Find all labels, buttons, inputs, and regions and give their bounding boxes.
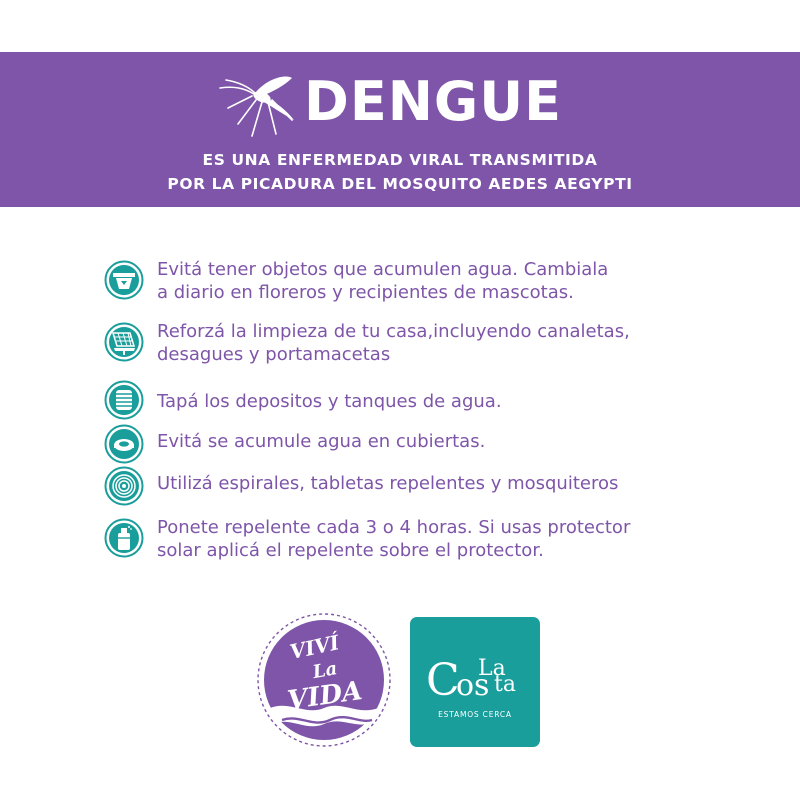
costa-la: La — [478, 656, 506, 681]
page-title: DENGUE — [304, 70, 562, 133]
tip-text: Evitá tener objetos que acumulen agua. Cambiala a diario en floreros y recipientes de mascotas. — [157, 259, 609, 303]
roof-gutter-icon — [104, 322, 144, 362]
vivi-logo-line-1: VIVÍ — [287, 630, 342, 665]
tire-icon — [104, 424, 144, 464]
flower-vase-icon — [104, 260, 144, 300]
subtitle-line-1: ES UNA ENFERMEDAD VIRAL TRANSMITIDA — [202, 151, 598, 169]
header-banner — [0, 52, 800, 207]
costa-big-c: C — [426, 655, 460, 706]
tip-text: Utilizá espirales, tabletas repelentes y mosquiteros — [157, 473, 619, 494]
tip-text: Reforzá la limpieza de tu casa,incluyendo canaletas, desagues y portamacetas — [157, 321, 630, 365]
tip-text: Tapá los depositos y tanques de agua. — [157, 391, 502, 412]
spiral-coil-icon — [104, 466, 144, 506]
costa-tagline: ESTAMOS CERCA — [438, 710, 512, 719]
la-costa-wordmark — [410, 617, 540, 747]
la-costa-logo — [410, 617, 540, 747]
costa-ta: ta — [494, 672, 516, 697]
vivi-la-vida-logo — [256, 612, 392, 748]
water-tank-icon — [104, 380, 144, 420]
mosquito-icon — [216, 72, 296, 142]
vivi-logo-line-3: VIDA — [285, 676, 365, 717]
tip-text: Evitá se acumule agua en cubiertas. — [157, 431, 486, 452]
tip-text: Ponete repelente cada 3 o 4 horas. Si usas protector solar aplicá el repelente sobre el protector. — [157, 517, 631, 561]
subtitle-line-2: POR LA PICADURA DEL MOSQUITO AEDES AEGYPTI — [167, 175, 633, 193]
page-subtitle — [0, 148, 800, 196]
vivi-logo-line-2: La — [311, 658, 339, 684]
costa-os: os — [456, 668, 490, 703]
repellent-spray-icon — [104, 518, 144, 558]
